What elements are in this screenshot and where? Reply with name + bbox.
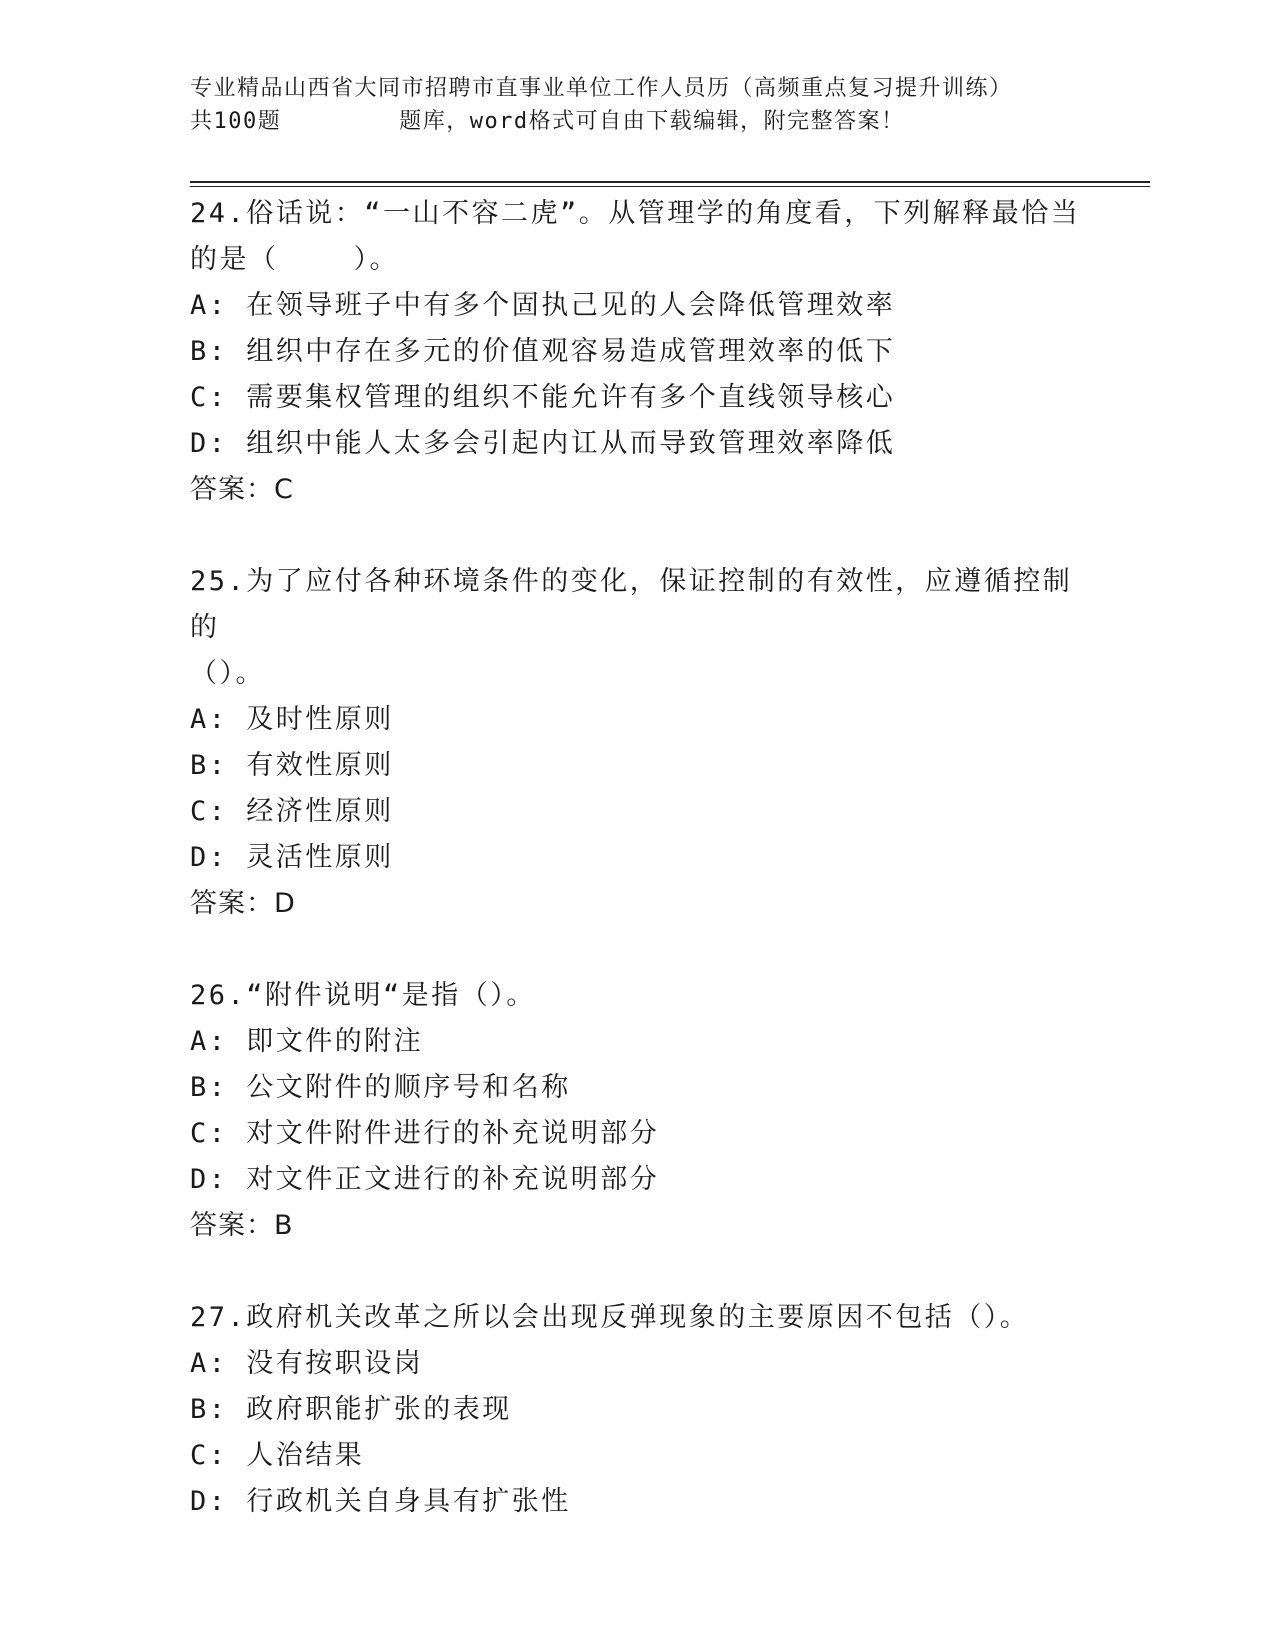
option-c: C: 经济性原则 — [190, 796, 394, 827]
option-d: D: 灵活性原则 — [190, 842, 394, 873]
question-25 — [190, 559, 1090, 927]
answer-text: 答案：D — [190, 888, 296, 919]
option-a: A: 及时性原则 — [190, 704, 394, 735]
question-stem: 25.为了应付各种环境条件的变化，保证控制的有效性，应遵循控制的 — [190, 566, 1073, 643]
option-b: B: 政府职能扩张的表现 — [190, 1394, 512, 1425]
option-b: B: 公文附件的顺序号和名称 — [190, 1072, 571, 1103]
option-a: A: 即文件的附注 — [190, 1026, 424, 1057]
answer-text: 答案：C — [190, 474, 294, 505]
option-c: C: 需要集权管理的组织不能允许有多个直线领导核心 — [190, 382, 896, 413]
option-c: C: 对文件附件进行的补充说明部分 — [190, 1118, 660, 1149]
option-a: A: 没有按职设岗 — [190, 1348, 424, 1379]
header-divider-thick — [190, 181, 1150, 183]
header-subtitle-line: 共100题 题库，word格式可自由下载编辑，附完整答案！ — [190, 109, 905, 134]
answer-text: 答案：B — [190, 1210, 294, 1241]
question-stem-continued: （）。 — [190, 658, 265, 689]
option-d: D: 组织中能人太多会引起内讧从而导致管理效率降低 — [190, 428, 896, 459]
question-26 — [190, 973, 1090, 1249]
option-a: A: 在领导班子中有多个固执己见的人会降低管理效率 — [190, 290, 896, 321]
option-b: B: 组织中存在多元的价值观容易造成管理效率的低下 — [190, 336, 896, 367]
question-stem-continued: 的是（ ）。 — [190, 244, 400, 275]
question-24 — [190, 191, 1090, 513]
question-stem: 24.俗话说：“一山不容二虎”。从管理学的角度看，下列解释最恰当 — [190, 198, 1081, 229]
option-d: D: 行政机关自身具有扩张性 — [190, 1486, 571, 1517]
option-c: C: 人治结果 — [190, 1440, 365, 1471]
question-list — [190, 191, 1090, 1571]
option-b: B: 有效性原则 — [190, 750, 394, 781]
document-header — [190, 72, 1150, 138]
option-d: D: 对文件正文进行的补充说明部分 — [190, 1164, 660, 1195]
question-stem: 27.政府机关改革之所以会出现反弹现象的主要原因不包括（）。 — [190, 1302, 1030, 1333]
header-title-line: 专业精品山西省大同市招聘市直事业单位工作人员历（高频重点复习提升训练） — [190, 76, 1013, 101]
question-stem: 26.“附件说明“是指（）。 — [190, 980, 536, 1011]
header-divider-thin — [190, 186, 1150, 187]
question-27 — [190, 1295, 1090, 1525]
